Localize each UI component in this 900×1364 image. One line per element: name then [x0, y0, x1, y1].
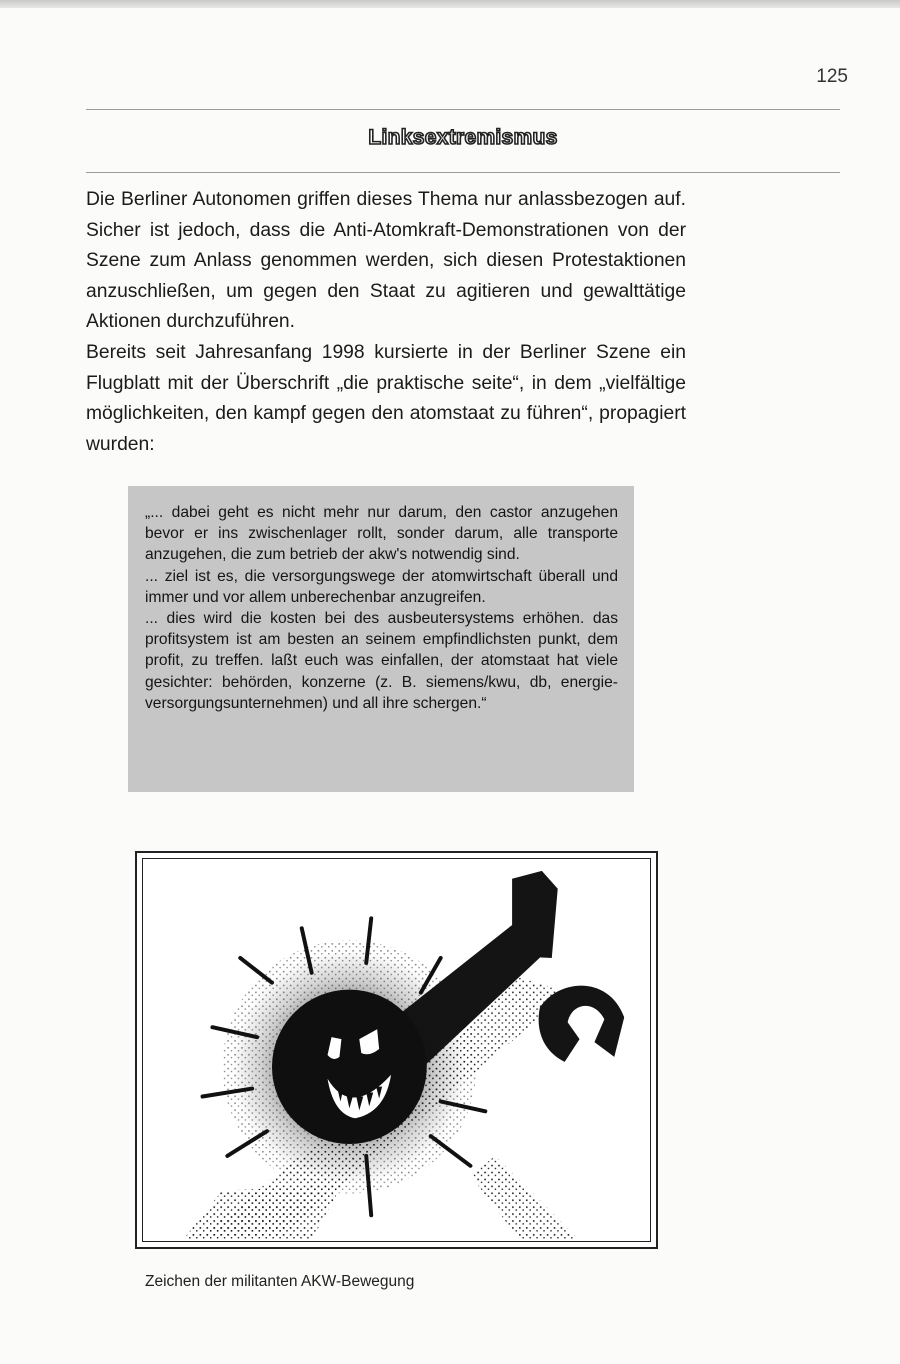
- body-paragraph-2: Bereits seit Jahresanfang 1998 kursierte in der Berliner Szene ein Flugblatt mit der Überschrift „die praktische seite“, in dem „vielfältige möglichkeiten, den kampf gegen den atomstaat zu führen“, propagiert wurden:: [86, 341, 686, 455]
- section-title: Linksextremismus: [368, 126, 558, 149]
- body-paragraph-1: Die Berliner Autonomen griffen dieses Thema nur anlassbezogen auf. Sicher ist jedoch, dass die Anti-Atomkraft-Demonstrationen von der Szene zum Anlass genommen werden, sich diesen Protestaktionen anzuschließen, um gegen den Staat zu agitieren und gewalttätige Aktionen durchzuführen.: [86, 189, 686, 333]
- leaflet-quote-box: [128, 486, 634, 792]
- quote-paragraph-1: „... dabei geht es nicht mehr nur darum, den castor anzugehen bevor er ins zwischenlager rollt, sonder darum, alle transporte anzugehen, die zum betrieb der akw's notwendig sind.: [145, 504, 618, 564]
- quote-paragraph-2: ... ziel ist es, die versorgungswege der atomwirtschaft überall und immer und vor allem unberechenbar anzugreifen.: [145, 567, 618, 606]
- page-number: 125: [816, 66, 848, 87]
- grinning-sun-with-wrench-icon: [143, 859, 650, 1241]
- header-rule-top: [86, 109, 840, 110]
- speckled-cross-stroke-2: [470, 1156, 579, 1240]
- body-text: [86, 185, 686, 460]
- figure-frame: [135, 851, 658, 1249]
- figure-inner-border: [142, 858, 651, 1242]
- page-top-band: [0, 0, 900, 8]
- wrench-top: [512, 871, 558, 958]
- header-rule-bottom: [86, 172, 840, 173]
- sun-body: [272, 990, 427, 1144]
- figure-caption: Zeichen der militanten AKW-Bewegung: [145, 1273, 415, 1290]
- speckled-cross-base: [183, 1186, 342, 1240]
- quote-paragraph-3: ... dies wird die kosten bei des ausbeutersystems erhöhen. das profitsystem ist am besten an seinem empfindlichsten punkt, dem profit, zu treffen. laßt euch was einfallen, der atomstaat hat viele gesichter: behörden, konzerne (z. B. siemens/kwu, db, energie- versorgungsunternehmen) und all ihre schergen.“: [145, 610, 618, 712]
- wrench-jaw: [539, 986, 625, 1062]
